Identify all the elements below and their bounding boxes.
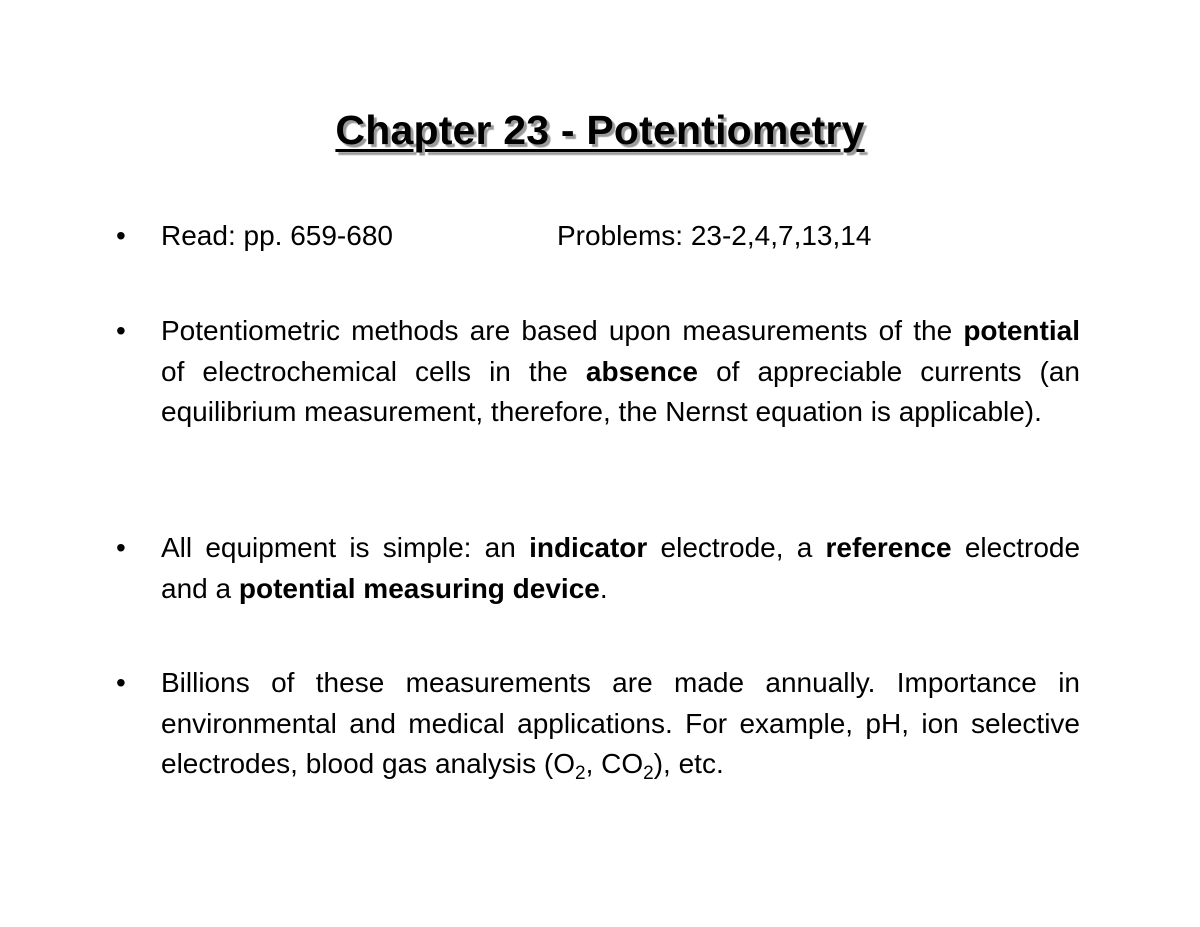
reading-assignment: Read: pp. 659-680 (161, 220, 393, 251)
text-segment: of electrochemical cells in the (161, 355, 568, 387)
emphasis-indicator: indicator (529, 532, 648, 563)
bullet-text (161, 528, 1080, 609)
text-segment: . (599, 572, 608, 604)
bullet-text (161, 216, 1080, 257)
text-segment: Billions of these measurements are made annually. Importance in environmental and medical applications. For example, pH, ion selective electrodes, blood gas analysis (O (161, 667, 1080, 779)
text-segment: of appreciable currents (an equilibrium measurement, therefore, the Nernst equation is applicable). (161, 355, 1080, 427)
text-segment: electrode and a (161, 532, 1081, 604)
bullet-marker: • (116, 667, 126, 698)
co2-formula (601, 748, 724, 784)
bullet-marker: • (116, 315, 126, 346)
emphasis-reference: reference (825, 532, 952, 563)
text-segment: , (585, 748, 594, 779)
emphasis-potential: potential (963, 315, 1080, 346)
bullet-text (161, 311, 1080, 433)
emphasis-absence: absence (585, 355, 698, 387)
text-segment: All equipment is simple: an (161, 532, 516, 563)
text-segment: Potentiometric methods are based upon measurements of the (161, 315, 953, 346)
subscript: 2 (643, 763, 654, 784)
text-segment: electrode, a (660, 532, 813, 563)
subscript: 2 (575, 763, 586, 784)
text-segment: CO (601, 748, 644, 779)
text-segment: ), etc. (653, 748, 724, 779)
bullet-text (161, 663, 1080, 785)
emphasis-measuring-device: potential measuring device (238, 572, 600, 604)
problem-assignment: Problems: 23-2,4,7,13,14 (557, 220, 872, 251)
bullet-marker: • (116, 532, 126, 563)
slide-title: Chapter 23 - Potentiometry (335, 107, 865, 153)
bullet-marker: • (116, 220, 126, 251)
